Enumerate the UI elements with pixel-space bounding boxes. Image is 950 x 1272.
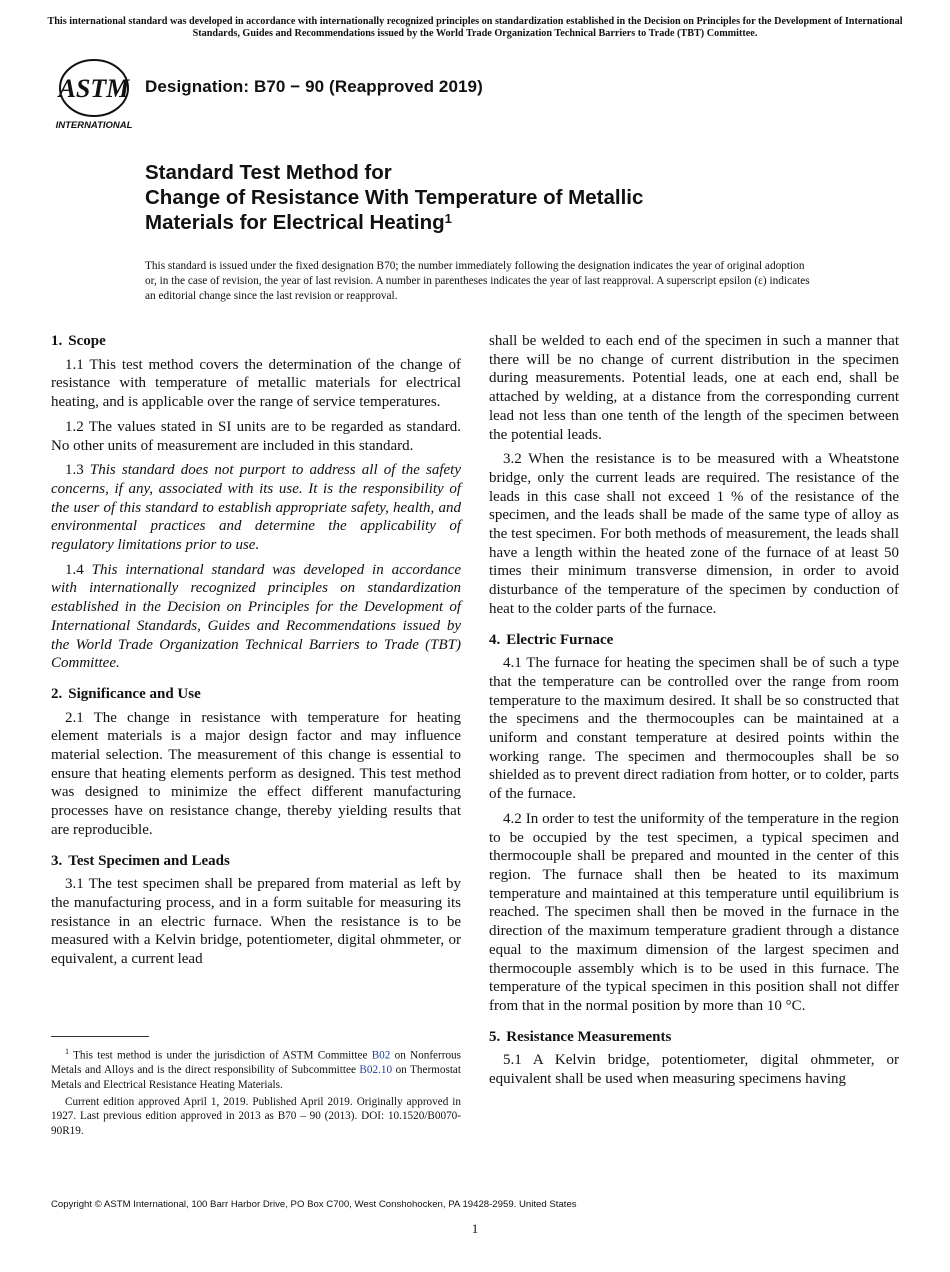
paragraph-3-1b: shall be welded to each end of the specimen in such a manner that there will be no change of current distribution in the specimen during measurements. Potential leads, one at each end, shall be attached by welding, at a distance from the corresponding current lead not less than one tenth of the length of the specimen between the potential leads.	[489, 333, 899, 443]
paragraph-1-2: 1.2 The values stated in SI units are to be regarded as standard. No other units of measurement are included in this standard.	[51, 418, 461, 454]
copyright-notice: Copyright © ASTM International, 100 Barr Harbor Drive, PO Box C700, West Conshohocken, PA 19428-2959. United States	[51, 1199, 577, 1210]
subcommittee-link[interactable]: B02.10	[359, 1064, 393, 1077]
section-heading-test-specimen: 3. Test Specimen and Leads	[51, 852, 230, 869]
section-heading-electric-furnace: 4. Electric Furnace	[489, 631, 614, 648]
footnotes	[51, 1045, 461, 1140]
paragraph-4-1: 4.1 The furnace for heating the specimen shall be of such a type that the temperature can be controlled over the range from room temperature to the maximum desired. It shall be so constructed that the specimens and the thermocouples can be maintained at a uniform and constant temperature at desired points within the working range. The specimen and thermocouples shall be so shielded as to prevent direct radiation from hotter, or to colder, parts of the furnace.	[489, 655, 899, 803]
document-title	[145, 160, 845, 235]
right-column	[489, 332, 899, 1095]
section-heading-scope: 1. Scope	[51, 333, 106, 349]
page-number: 1	[471, 1221, 479, 1236]
footnote-edition: Current edition approved April 1, 2019. Published April 2019. Originally approved in 1927. Last previous edition approved in 2013 as B70 – 90 (2013). DOI: 10.1520/B0070-90R19.	[51, 1095, 461, 1137]
paragraph-4-2: 4.2 In order to test the uniformity of the temperature in the region to be occupied by the test specimen, a typical specimen and thermocouple shall be prepared and mounted in the center of this region. The furnace shall then be heated to its maximum temperature and maintained at this temperature until equilibrium is reached. The specimen shall then be moved in the furnace in the direction of the maximum temperature gradient through a distance equal to the maximum dimension of the largest specimen and thermocouple assembly which is to be used in this furnace. The temperature of the typical specimen in this position shall not differ from that in the normal position by more than 10 °C.	[489, 810, 899, 1014]
footnote-divider	[51, 1036, 149, 1037]
left-column	[51, 332, 461, 975]
paragraph-1-4: 1.4 This international standard was developed in accordance with internationally recognized principles on standardization established in the Decision on Principles for the Development of International Standards, Guides and Recommendations issued by the World Trade Organization Technical Barriers to Trade (TBT) Committee.	[51, 561, 462, 672]
issue-note: This standard is issued under the fixed designation B70; the number immediately following the designation indicates the year of original adoption or, in the case of revision, the year of last revision. A number in parentheses indicates the year of last reapproval. A superscript epsilon (ε) indicates an editorial change since the last revision or reapproval.	[145, 260, 810, 302]
title-footnote-mark: 1	[444, 211, 452, 226]
paragraph-2-1: 2.1 The change in resistance with temperature for heating element materials is a major design factor and may influence material selection. The measurement of this change is essential to ensure that heating elements perform as designed. This test method was designed to minimize the effect different manufacturing processes have on resistance change, thereby yielding results that are reproducible.	[51, 709, 461, 838]
title-line-1: Standard Test Method for	[145, 161, 392, 184]
section-heading-resistance-measurements: 5. Resistance Measurements	[489, 1028, 672, 1045]
logo-text: ASTM	[58, 74, 130, 103]
title-line-2: Change of Resistance With Temperature of Metallic	[145, 186, 644, 209]
committee-link[interactable]: B02	[371, 1049, 391, 1062]
logo-subtext: INTERNATIONAL	[55, 120, 133, 131]
paragraph-3-2: 3.2 When the resistance is to be measured with a Wheatstone bridge, only the current leads are required. The resistance of the leads in this case shall not exceed 1 % of the resistance of the specimen, and the leads shall be made of the same type of alloy as the test specimen. For both methods of measurement, the leads shall have a length within the heated zone of the furnace of at least 50 times their minimum transverse dimension, in order to avoid disturbance of the temperature of the specimen by conduction of heat to the colder parts of the furnace.	[489, 451, 899, 617]
footnote-1: $^1$ This test method is under the jurisdiction of ASTM Committee B02 on Nonferrous Metals and Alloys and is the direct responsibility of Subcommittee B02.10 on Thermostat Metals and Electrical Resistance Heating Materials.	[51, 1047, 462, 1091]
section-heading-significance: 2. Significance and Use	[51, 685, 201, 702]
title-line-3	[145, 210, 845, 235]
top-notice: This international standard was developed in accordance with internationally recognized principles on standardization established in the Decision on Principles for the Development of International Standards, Guides and Recommendations issued by the World Trade Organization Technical Barriers to Trade (TBT) Committee.	[47, 16, 903, 39]
title-line-3-text: Materials for Electrical Heating	[145, 211, 445, 234]
paragraph-5-1: 5.1 A Kelvin bridge, potentiometer, digital ohmmeter, or equivalent shall be used when measuring specimens having	[489, 1052, 899, 1088]
designation: Designation: B70 − 90 (Reapproved 2019)	[145, 77, 483, 96]
paragraph-1-1: 1.1 This test method covers the determination of the change of resistance with temperature of metallic materials for electrical heating, and is applicable over the range of service temperatures.	[51, 356, 461, 411]
paragraph-1-3: 1.3 This standard does not purport to address all of the safety concerns, if any, associated with its use. It is the responsibility of the user of this standard to establish appropriate safety, health, and environmental practices and determine the applicability of regulatory limitations prior to use.	[51, 462, 462, 554]
astm-logo	[54, 58, 134, 132]
paragraph-3-1a: 3.1 The test specimen shall be prepared from material as left by the manufacturing process, and in a form suitable for measuring its resistance in an electric furnace. When the resistance is to be measured with a Kelvin bridge, potentiometer, digital ohmmeter, or equivalent, a current lead	[51, 876, 461, 968]
